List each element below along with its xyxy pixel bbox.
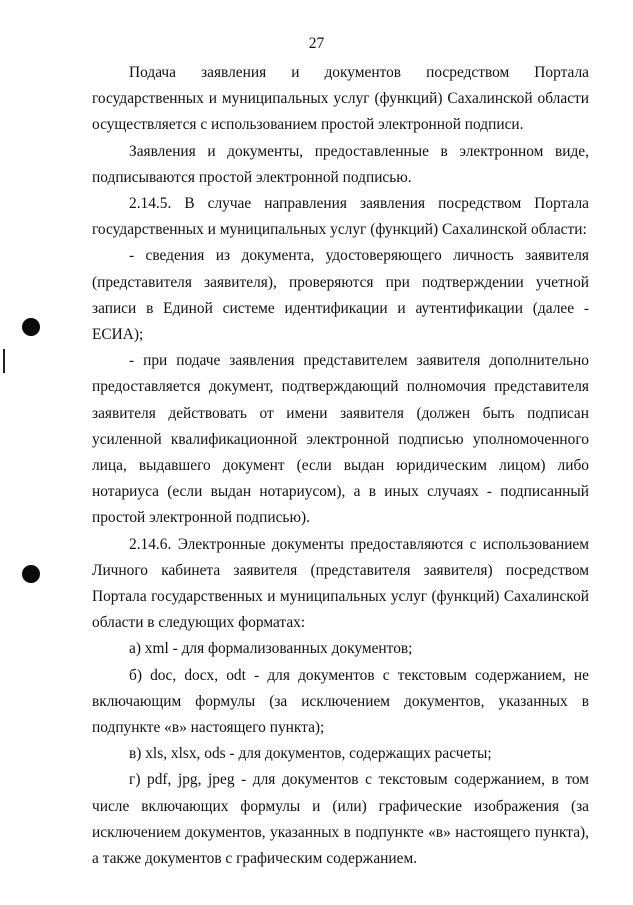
paragraph-esia: - сведения из документа, удостоверяющего личность заявителя (представителя заявителя), проверяются при подтверждении учетной записи в Единой системе идентификации и аутентификации (далее - ЕСИА); [92,247,589,344]
list-item-xls: в) xls, xlsx, ods - для документов, содержащих расчеты; [129,745,492,763]
paragraph-2-14-5: 2.14.5. В случае направления заявления посредством Портала государственных и муниципальных услуг (функций) Сахалинской области: [92,195,589,239]
page-number: 27 [308,35,325,52]
paragraph-2-14-6: 2.14.6. Электронные документы предоставляются с использованием Личного кабинета заявителя (представителя заявителя) посредством Портала государственных и муниципальных услуг (функций) Сахалинской области в следующих форматах: [92,535,589,632]
scan-edge-mark [3,349,5,373]
binder-hole-bottom [22,565,40,583]
list-item-pdf: г) pdf, jpg, jpeg - для документов с текстовым содержанием, в том числе включающих формулы и (или) графические изображения (за исключением документов, указанных в подпункте «в» настоящего пункта), а также документов с графическим содержанием. [92,771,589,868]
binder-hole-top [22,318,40,336]
list-item-xml: а) xml - для формализованных документов; [129,640,413,658]
paragraph-signing: Заявления и документы, предоставленные в электронном виде, подписываются простой электронной подписью. [92,142,589,186]
paragraph-representative: - при подаче заявления представителем заявителя дополнительно предоставляется документ, подтверждающий полномочия представителя заявителя действовать от имени заявителя (должен быть подписан усиленной квалификационной электронной подписью уполномоченного лица, выдавшего документ (если выдан юридическим лицом) либо нотариуса (если выдан нотариусом), а в иных случаях - подписанный простой электронной подписью). [92,352,589,527]
document-body [92,60,589,872]
paragraph-signature-requirement: Подача заявления и документов посредством Портала государственных и муниципальных услуг (функций) Сахалинской области осуществляется с использованием простой электронной подписи. [92,64,589,134]
list-item-doc: б) doc, docx, odt - для документов с текстовым содержанием, не включающим формулы (за исключением документов, указанных в подпункте «в» настоящего пункта); [92,666,589,737]
